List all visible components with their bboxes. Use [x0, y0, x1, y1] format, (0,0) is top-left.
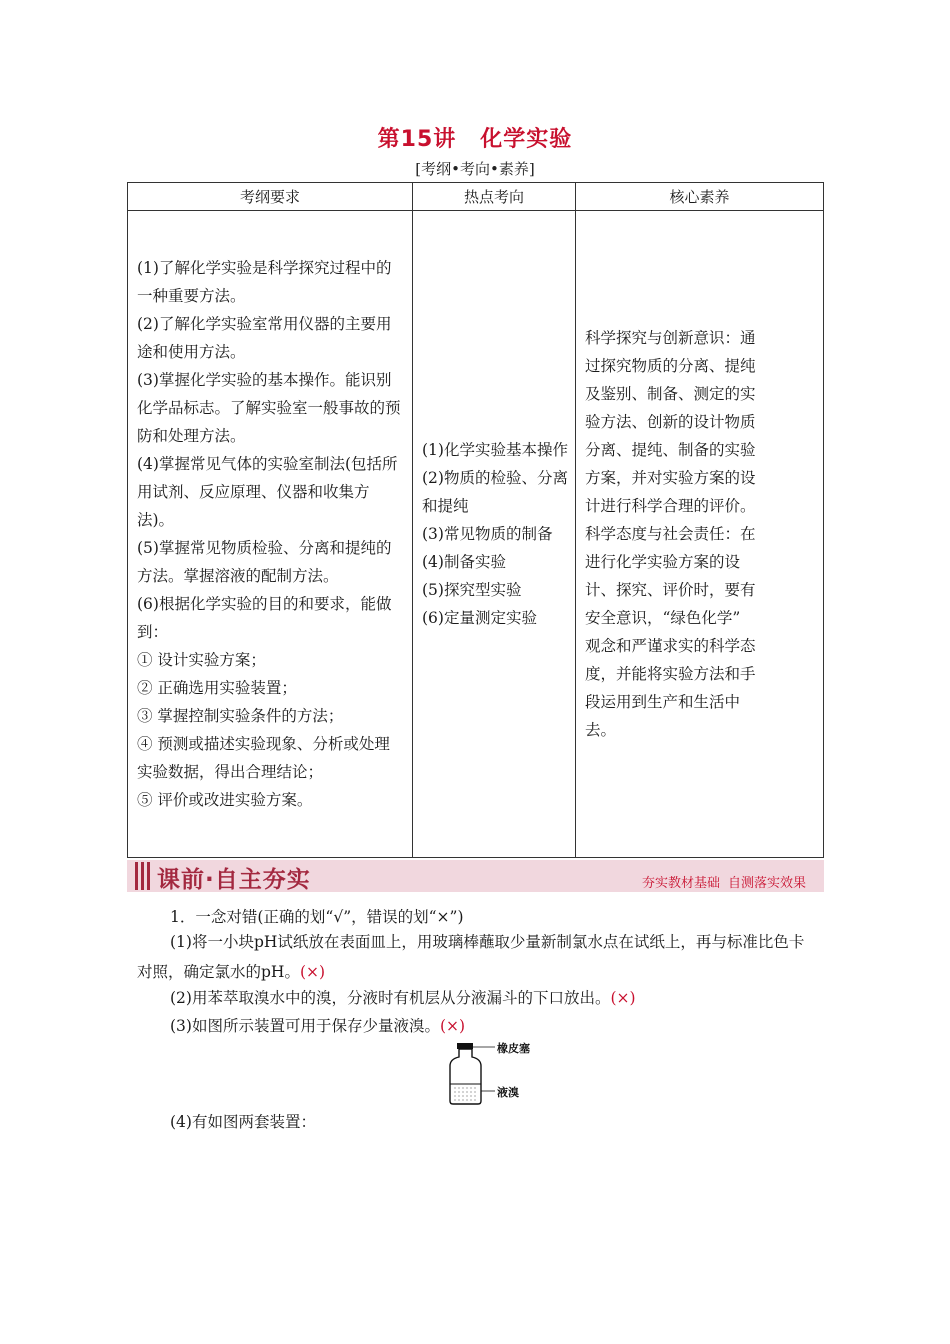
- section-header-bar: [127, 860, 824, 892]
- competency-line: 去。: [585, 721, 617, 739]
- syllabus-line: 用试剂、反应原理、仪器和收集方: [137, 483, 370, 501]
- syllabus-line: 实验数据，得出合理结论；: [137, 763, 324, 781]
- syllabus-line: (6)根据化学实验的目的和要求，能做: [137, 595, 392, 613]
- syllabus-line: ④ 预测或描述实验现象、分析或处理: [137, 735, 390, 753]
- syllabus-line: (2)了解化学实验室常用仪器的主要用: [137, 315, 392, 333]
- table-header-hotspots: 热点考向: [413, 183, 576, 211]
- competency-line: 及鉴别、制备、测定的实: [585, 385, 756, 403]
- section-tagline: [642, 872, 806, 891]
- lecture-number: 第15讲: [377, 127, 457, 152]
- question-2: [170, 986, 636, 1008]
- question-1: [137, 927, 817, 987]
- question-4: (4)有如图两套装置：: [170, 1113, 316, 1131]
- hotspot-line: (3)常见物质的制备: [422, 525, 553, 543]
- requirements-table: [127, 182, 824, 858]
- hotspot-line: (2)物质的检验、分离: [422, 469, 568, 487]
- section-stripe: [135, 862, 138, 890]
- competency-line: 计、探究、评价时，要有: [585, 581, 756, 599]
- page-title: [0, 122, 950, 153]
- competency-line: 安全意识，“绿色化学”: [585, 609, 741, 627]
- syllabus-line: ③ 掌握控制实验条件的方法；: [137, 707, 344, 725]
- question-3: [170, 1014, 465, 1036]
- syllabus-line: ② 正确选用实验装置；: [137, 679, 297, 697]
- question-2-text: (2)用苯萃取溴水中的溴，分液时有机层从分液漏斗的下口放出。: [170, 989, 611, 1007]
- liquid-bromine-label: 液溴: [497, 1086, 519, 1099]
- hotspot-line: (5)探究型实验: [422, 581, 522, 599]
- bromine-bottle-figure: [445, 1040, 555, 1108]
- competency-line: 观念和严谨求实的科学态: [585, 637, 756, 655]
- competency-line: 验方法、创新的设计物质: [585, 413, 756, 431]
- syllabus-line: (3)掌握化学实验的基本操作。能识别: [137, 371, 392, 389]
- answer-mark: (×): [610, 989, 636, 1007]
- competency-line: 科学态度与社会责任：在: [585, 525, 756, 543]
- syllabus-line: 化学品标志。了解实验室一般事故的预: [137, 399, 401, 417]
- competency-line: 度，并能将实验方法和手: [585, 665, 756, 683]
- competency-line: 分离、提纯、制备的实验: [585, 441, 756, 459]
- hotspot-line: (1)化学实验基本操作: [422, 441, 568, 459]
- syllabus-line: ① 设计实验方案；: [137, 651, 266, 669]
- question-3-text: (3)如图所示装置可用于保存少量液溴。: [170, 1017, 440, 1035]
- section-tagline-a: 夯实教材基础: [641, 876, 720, 891]
- stopper-label: 橡皮塞: [497, 1042, 530, 1055]
- question-1-text: (1)将一小块pH试纸放在表面皿上，用玻璃棒蘸取少量新制氯水点在试纸上，再与标准比色卡对照，确定氯水的pH。: [137, 933, 805, 981]
- competency-line: 段运用到生产和生活中: [585, 693, 741, 711]
- section-title: 课前·自主夯实: [157, 867, 311, 893]
- syllabus-line: 到：: [137, 623, 169, 641]
- syllabus-line: (1)了解化学实验是科学探究过程中的: [137, 259, 392, 277]
- table-header-competency: 核心素养: [576, 183, 824, 211]
- hotspot-line: (4)制备实验: [422, 553, 506, 571]
- syllabus-line: (5)掌握常见物质检验、分离和提纯的: [137, 539, 392, 557]
- page-subtitle: [考纲•考向•素养]: [415, 160, 535, 178]
- section-stripe: [147, 862, 150, 890]
- competency-line: 过探究物质的分离、提纯: [585, 357, 756, 375]
- competency-line: 方案，并对实验方案的设: [585, 469, 756, 487]
- hotspot-line: 和提纯: [422, 497, 469, 515]
- syllabus-line: 方法。掌握溶液的配制方法。: [137, 567, 339, 585]
- syllabus-line: 防和处理方法。: [137, 427, 246, 445]
- answer-mark: (×): [299, 963, 326, 981]
- section-stripe: [141, 862, 144, 890]
- syllabus-line: 途和使用方法。: [137, 343, 246, 361]
- lecture-title: 化学实验: [480, 127, 573, 152]
- syllabus-line: (4)掌握常见气体的实验室制法(包括所: [137, 455, 398, 473]
- answer-mark: (×): [439, 1017, 466, 1035]
- question-intro: 1．一念对错(正确的划“√”，错误的划“×”): [170, 908, 464, 926]
- competency-cell: [576, 211, 824, 858]
- competency-line: 计进行科学合理的评价。: [585, 497, 756, 515]
- section-tagline-b: 自测落实效果: [727, 876, 806, 891]
- syllabus-cell: [128, 211, 413, 858]
- hotspots-cell: [413, 211, 576, 858]
- table-header-syllabus: 考纲要求: [128, 183, 413, 211]
- competency-line: 进行化学实验方案的设: [585, 553, 741, 571]
- competency-line: 科学探究与创新意识：通: [585, 329, 756, 347]
- syllabus-line: 法)。: [137, 511, 175, 529]
- syllabus-line: 一种重要方法。: [137, 287, 246, 305]
- hotspot-line: (6)定量测定实验: [422, 609, 537, 627]
- syllabus-line: ⑤ 评价或改进实验方案。: [137, 791, 313, 809]
